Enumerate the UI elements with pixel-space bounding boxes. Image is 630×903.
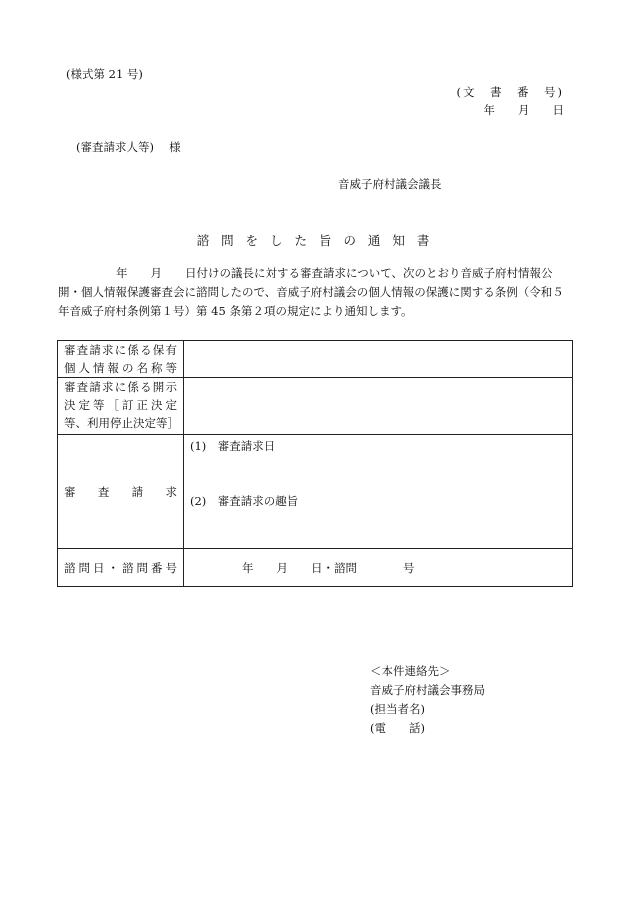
table-row bbox=[58, 435, 573, 549]
addressee: (審査請求人等) 様 bbox=[76, 140, 181, 154]
consult-date-value: 年 月 日・諮問 号 bbox=[184, 549, 573, 587]
request-value bbox=[184, 435, 573, 549]
table-row bbox=[58, 549, 573, 587]
contact-person: (担当者名) bbox=[370, 702, 425, 716]
form-number: (様式第 21 号) bbox=[66, 67, 143, 81]
contact-phone: (電 話) bbox=[370, 721, 425, 735]
consult-date-label: 諮問日・諮問番号 bbox=[58, 549, 184, 587]
contact-office: 音威子府村議会事務局 bbox=[370, 683, 485, 697]
notice-table bbox=[57, 340, 573, 587]
document-number: (文 書 番 号) bbox=[456, 85, 564, 99]
contact-block bbox=[370, 662, 485, 738]
request-label: 審 査 請 求 bbox=[58, 435, 184, 549]
contact-heading: ＜本件連絡先＞ bbox=[370, 664, 451, 678]
document-title: 諮 問 を し た 旨 の 通 知 書 bbox=[196, 233, 434, 248]
info-name-value bbox=[184, 341, 573, 378]
disclosure-decision-label: 審査請求に係る開示決定等［訂正決定等、利用停止決定等］ bbox=[58, 378, 184, 435]
request-date-item: (1) 審査請求日 bbox=[190, 439, 276, 453]
date-line: 年 月 日 bbox=[483, 103, 564, 117]
body-text: 年 月 日付けの議長に対する審査請求について、次のとおり音威子府村情報公開・個人情報保護審査会に諮問したので、音威子府村議会の個人情報の保護に関する条例（令和５年音威子府村条例第１号）第 45 条第２項の規定により通知します。 bbox=[58, 266, 564, 318]
table-row bbox=[58, 341, 573, 378]
disclosure-decision-value bbox=[184, 378, 573, 435]
sender-name: 音威子府村議会議長 bbox=[338, 177, 442, 191]
request-purpose-item: (2) 審査請求の趣旨 bbox=[190, 494, 299, 508]
table-row bbox=[58, 378, 573, 435]
info-name-label: 審査請求に係る保有個人情報の名称等 bbox=[58, 341, 184, 378]
